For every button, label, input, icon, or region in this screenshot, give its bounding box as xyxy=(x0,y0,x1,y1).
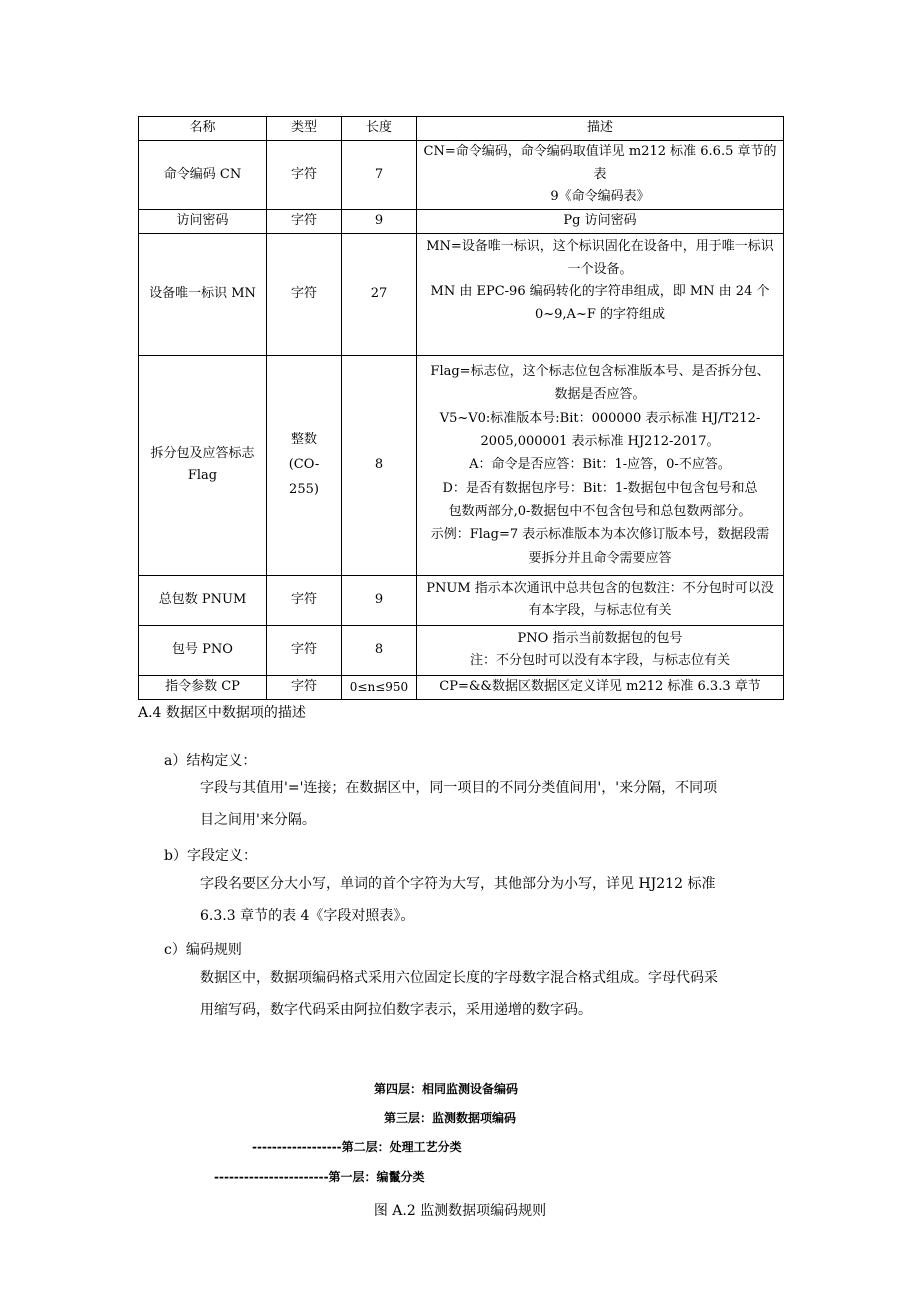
desc-line: PNO 指示当前数据包的包号 xyxy=(517,630,683,646)
desc-line: 一个设备。 xyxy=(567,261,633,277)
table-row xyxy=(139,210,784,234)
cell-name: 指令参数 CP xyxy=(139,675,267,699)
table-row xyxy=(139,355,784,575)
cell-desc xyxy=(417,625,784,675)
desc-line: 数据是否应答。 xyxy=(554,387,646,403)
cell-name: 访问密码 xyxy=(139,210,267,234)
field-spec-table xyxy=(138,116,784,700)
cell-type: 字符 xyxy=(267,233,342,355)
cell-length: 8 xyxy=(342,625,417,675)
cell-type: 字符 xyxy=(267,675,342,699)
cell-desc xyxy=(417,675,784,699)
desc-line: CP=&&数据区数据区定义详见 m212 标准 6.3.3 章节 xyxy=(439,678,761,694)
cell-name: 设备唯一标识 MN xyxy=(139,233,267,355)
cell-desc xyxy=(417,140,784,209)
cell-type: 字符 xyxy=(267,625,342,675)
layer-1-label: -----------------------第一层：编鬣分类 xyxy=(214,1170,425,1184)
desc-line: 0~9,A~F 的字符组成 xyxy=(534,307,665,322)
paragraph-line: 6.3.3 章节的表 4《字段对照表》。 xyxy=(200,908,415,924)
desc-line: 示例：Flag=7 表示标准版本为本次修订版本号，数据段需 xyxy=(430,527,770,543)
item-a-text xyxy=(200,772,790,836)
table-row xyxy=(139,575,784,625)
desc-line: MN 由 EPC-96 编码转化的字符串组成，即 MN 由 24 个 xyxy=(430,284,770,300)
item-c-text xyxy=(200,962,790,1026)
cell-type: 字符 xyxy=(267,575,342,625)
paragraph-line: 字段与其值用'='连接；在数据区中，同一项目的不同分类值间用'，'来分隔，不同项 xyxy=(200,780,718,796)
table-row xyxy=(139,625,784,675)
layer-4-label: 第四层：相同监测设备编码 xyxy=(374,1082,519,1096)
item-c-label: c）编码规则 xyxy=(164,942,242,958)
item-a-label: a）结构定义： xyxy=(164,753,257,769)
item-b-label: b）字段定义： xyxy=(164,848,257,864)
layer-2-label: ------------------第二层：处理工艺分类 xyxy=(252,1140,462,1154)
desc-line: CN=命令编码，命令编码取值详见 m212 标准 6.6.5 章节的表 xyxy=(423,143,777,182)
cell-desc xyxy=(417,233,784,355)
cell-type xyxy=(267,355,342,575)
cell-desc xyxy=(417,355,784,575)
header-type: 类型 xyxy=(267,117,342,141)
cell-length: 8 xyxy=(342,355,417,575)
type-line: 255) xyxy=(289,481,319,497)
cell-name: 包号 PNO xyxy=(139,625,267,675)
figure-caption: 图 A.2 监测数据项编码规则 xyxy=(373,1203,547,1219)
desc-line: MN=设备唯一标识，这个标识固化在设备中，用于唯一标识 xyxy=(426,238,774,254)
header-desc: 描述 xyxy=(417,117,784,141)
desc-line: Pg 访问密码 xyxy=(563,213,637,228)
desc-line: 要拆分并且命令需要应答 xyxy=(528,550,672,566)
paragraph-line: 字段名要区分大小写，单词的首个字符为大写，其他部分为小写，详见 HJ212 标准 xyxy=(200,876,716,892)
desc-line: 有本字段，与标志位有关 xyxy=(528,603,672,619)
layer-3-label: 第三层：监测数据项编码 xyxy=(384,1111,517,1125)
cell-length: 0≤n≤950 xyxy=(342,675,417,699)
paragraph-line: 用缩写码，数字代码采由阿拉伯数字表示，采用递增的数字码。 xyxy=(200,1002,592,1018)
cell-desc xyxy=(417,575,784,625)
paragraph-line: 目之间用'来分隔。 xyxy=(200,812,316,828)
paragraph-line: 数据区中，数据项编码格式采用六位固定长度的字母数字混合格式组成。字母代码采 xyxy=(200,970,718,986)
header-length: 长度 xyxy=(342,117,417,141)
table-row xyxy=(139,675,784,699)
desc-line: 9《命令编码表》 xyxy=(550,189,650,205)
type-line: 整数 xyxy=(290,432,317,448)
desc-line: PNUM 指示本次通讯中总共包含的包数注：不分包时可以没 xyxy=(426,580,774,596)
table-row xyxy=(139,233,784,355)
cell-length: 7 xyxy=(342,140,417,209)
cell-type: 字符 xyxy=(267,140,342,209)
cell-desc xyxy=(417,210,784,234)
cell-name: 总包数 PNUM xyxy=(139,575,267,625)
desc-line: D：是否有数据包序号：Bit：1-数据包中包含包号和总 xyxy=(442,480,758,496)
header-name: 名称 xyxy=(139,117,267,141)
cell-name: 拆分包及应答标志 Flag xyxy=(139,355,267,575)
desc-line: 2005,000001 表示标准 HJ212-2017。 xyxy=(480,433,720,449)
desc-line: 注：不分包时可以没有本字段，与标志位有关 xyxy=(469,653,730,669)
type-line: (CO- xyxy=(288,456,320,472)
cell-name: 命令编码 CN xyxy=(139,140,267,209)
table-row xyxy=(139,140,784,209)
cell-length: 9 xyxy=(342,210,417,234)
item-b-text xyxy=(200,868,790,932)
section-title: A.4 数据区中数据项的描述 xyxy=(138,705,306,721)
desc-line: A：命令是否应答：Bit：1-应答，0-不应答。 xyxy=(469,457,731,473)
desc-line: 包数两部分,0-数据包中不包含包号和总包数两部分。 xyxy=(448,504,752,520)
desc-line: Flag=标志位，这个标志位包含标准版本号、是否拆分包、 xyxy=(430,363,770,379)
table-header-row xyxy=(139,117,784,141)
desc-line: V5~V0:标准版本号:Bit：000000 表示标准 HJ/T212- xyxy=(439,410,761,426)
cell-type: 字符 xyxy=(267,210,342,234)
cell-length: 9 xyxy=(342,575,417,625)
cell-length: 27 xyxy=(342,233,417,355)
